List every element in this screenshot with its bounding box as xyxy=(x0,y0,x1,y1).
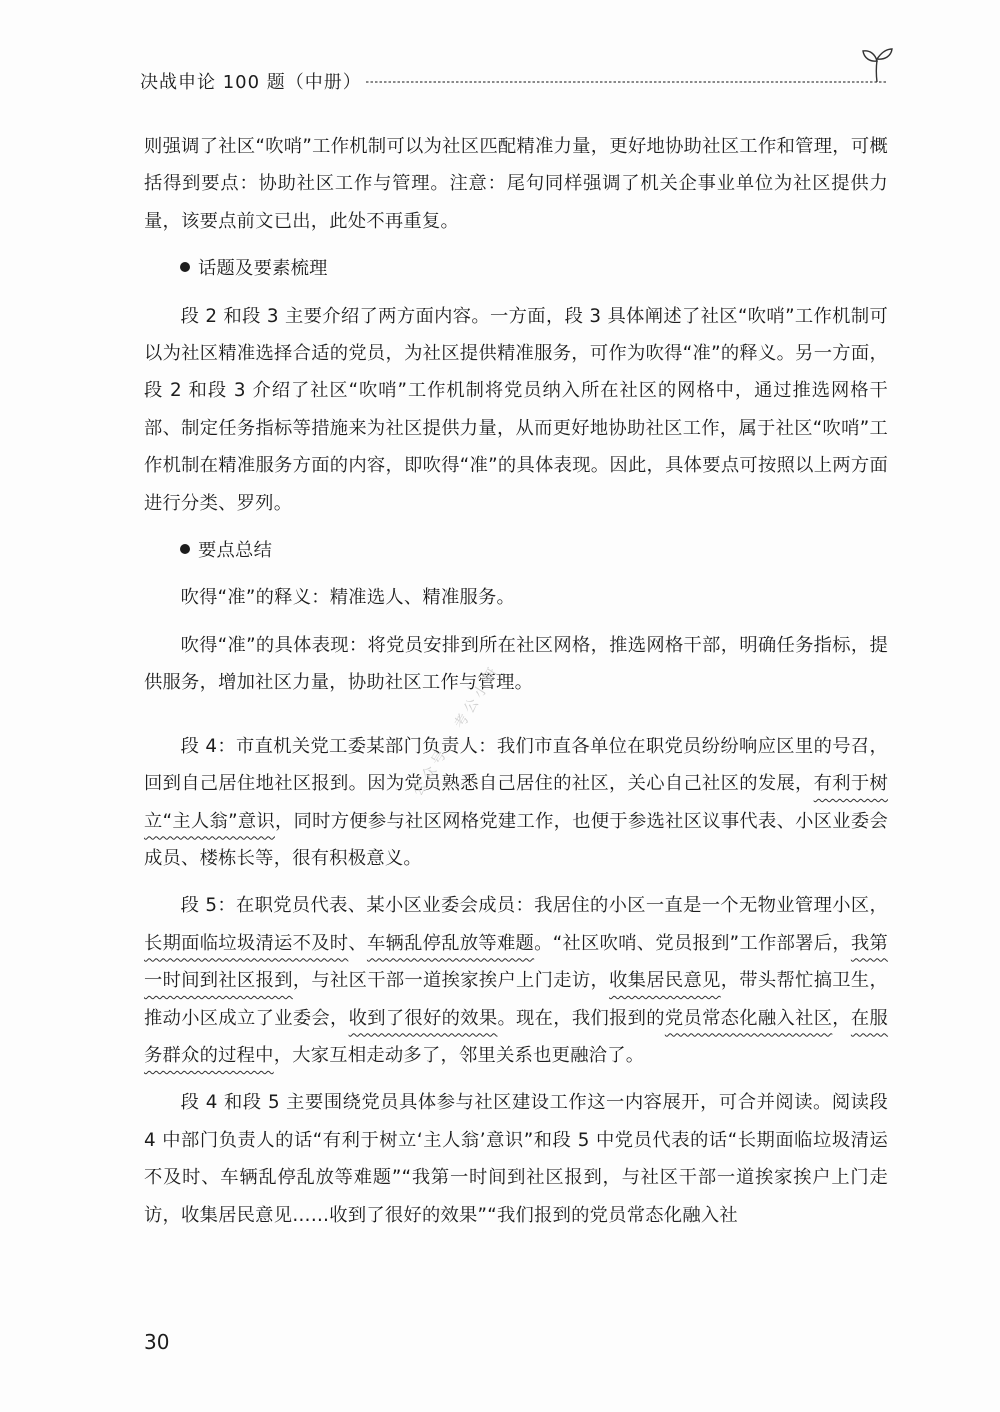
section-heading xyxy=(144,532,888,569)
text-segment: ，同时方便参与社区网格党建工作，也便于参选社区议事代表、小区业委会成员、楼栋长等，很有积极意义。 xyxy=(144,810,888,869)
running-header xyxy=(140,60,900,100)
text-segment: ，带头帮忙搞卫生，推动小区成立了业委会， xyxy=(144,970,889,1029)
page-number: 30 xyxy=(144,1330,170,1354)
bullet-icon xyxy=(180,262,190,272)
text-segment: 、 xyxy=(348,932,367,954)
wavy-underlined-phrase: 收到了很好的效果 xyxy=(348,1007,498,1029)
page-content xyxy=(144,128,888,1234)
section-heading-text: 话题及要素梳理 xyxy=(198,258,328,280)
paragraph xyxy=(144,1084,888,1234)
text-segment: 吹得“准”的释义：精准选人、精准服务。 xyxy=(180,587,516,609)
section-heading xyxy=(144,250,888,287)
paragraph xyxy=(144,728,888,878)
paragraph xyxy=(144,128,888,240)
text-segment: 。现在，我们报到的 xyxy=(497,1007,665,1029)
book-title: 决战申论 100 题（中册） xyxy=(140,72,362,93)
wavy-underlined-phrase: 有利于树立“主人翁”意识 xyxy=(144,773,889,832)
wavy-underlined-phrase: 长期面临垃圾清运不及时 xyxy=(144,932,349,954)
text-segment: 。“社区吹哨、党员报到”工作部署后， xyxy=(534,932,851,954)
paragraph xyxy=(144,298,888,522)
paragraph xyxy=(144,579,888,616)
text-segment: 吹得“准”的具体表现：将党员安排到所在社区网格，推选网格干部，明确任务指标，提供服务，增加社区力量，协助社区工作与管理。 xyxy=(144,634,888,694)
wavy-underlined-phrase: 我第一时间到社区报到 xyxy=(144,932,889,992)
paragraph xyxy=(144,887,888,1074)
header-dashed-rule xyxy=(366,80,886,84)
text-segment: 段 4 和段 5 主要围绕党员具体参与社区建设工作这一内容展开，可合并阅读。阅读段 4 中部门负责人的话“有利于树立‘主人翁’意识”和段 5 中党员代表的话“长期面临垃圾清运不及时、车辆乱停乱放等难题”“我第一时间到社区报到，与社区干部一道挨家挨户上门走访，收集居民意见……收到了很好的效果”“我们报到的党员常态化融入社 xyxy=(144,1092,888,1226)
text-segment: 段 2 和段 3 主要介绍了两方面内容。一方面，段 3 具体阐述了社区“吹哨”工作机制可以为社区精准选择合适的党员，为社区提供精准服务，可作为吹得“准”的释义。另一方面，段 2 和段 3 介绍了社区“吹哨”工作机制将党员纳入所在社区的网格中，通过推选网格干部、制定任务指标等措施来为社区提供力量，从而更好地协助社区工作，属于社区“吹哨”工作机制在精准服务方面的内容，即吹得“准”的具体表现。因此，具体要点可按照以上两方面进行分类、罗列。 xyxy=(144,305,888,514)
wavy-underlined-phrase: 收集居民意见 xyxy=(609,970,721,992)
sprout-icon xyxy=(860,44,894,84)
text-segment: 段 5：在职党员代表、某小区业委会成员：我居住的小区一直是一个无物业管理小区， xyxy=(180,895,888,917)
section-heading-text: 要点总结 xyxy=(198,540,273,562)
text-segment: ， xyxy=(832,1007,851,1029)
watermark: 公众号 · 考公小研 xyxy=(409,662,504,799)
text-segment: ，与社区干部一道挨家挨户上门走访， xyxy=(292,970,610,992)
wavy-underlined-phrase: 党员常态化融入社区 xyxy=(664,1007,833,1029)
text-segment: 段 4：市直机关党工委某部门负责人：我们市直各单位在职党员纷纷响应区里的号召，回到自己居住地社区报到。因为党员熟悉自己居住的社区，关心自己社区的发展， xyxy=(144,735,888,795)
text-segment: 则强调了社区“吹哨”工作机制可以为社区匹配精准力量，更好地协助社区工作和管理，可概括得到要点：协助社区工作与管理。注意：尾句同样强调了机关企事业单位为社区提供力量，该要点前文已出，此处不再重复。 xyxy=(144,136,888,232)
paragraph xyxy=(144,627,888,702)
text-segment: ，大家互相走动多了，邻里关系也更融洽了。 xyxy=(273,1044,645,1066)
wavy-underlined-phrase: 在服务群众的过程中 xyxy=(144,1007,889,1066)
bullet-icon xyxy=(180,544,190,554)
wavy-underlined-phrase: 车辆乱停乱放等难题 xyxy=(366,932,535,954)
